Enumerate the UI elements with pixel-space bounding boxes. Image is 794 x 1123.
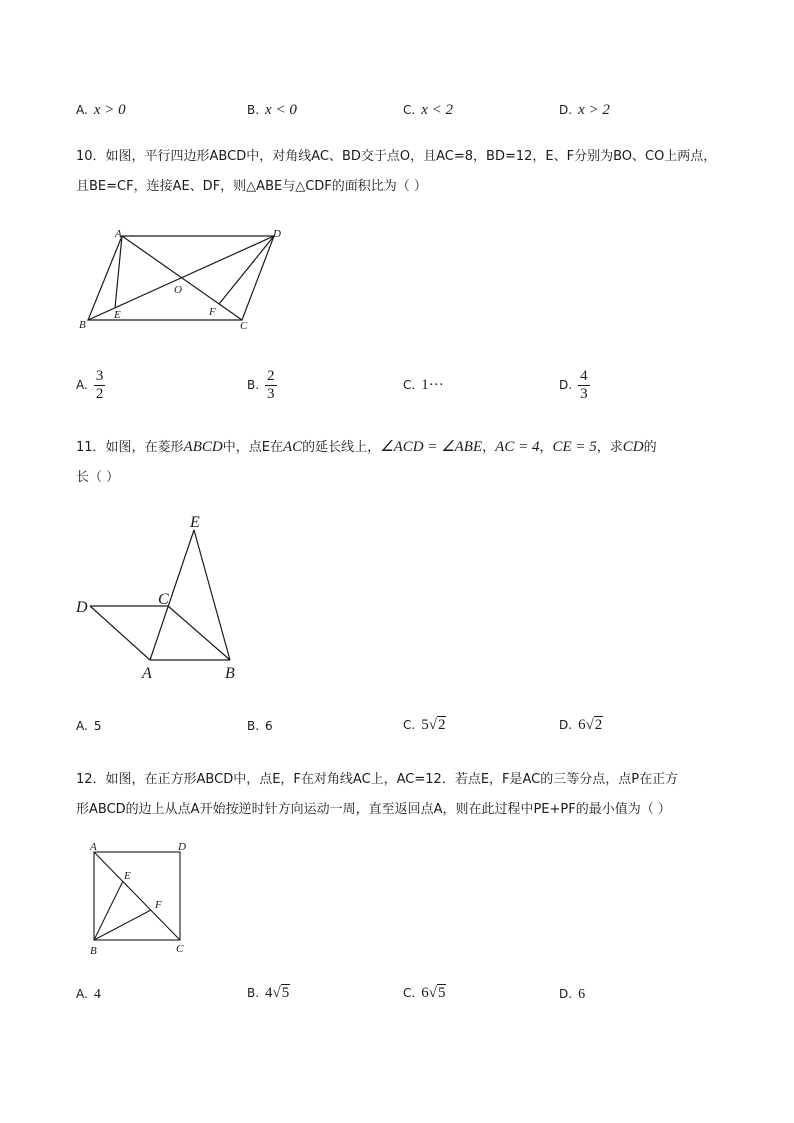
label-d: D (178, 841, 186, 853)
q11-line2: 长（ ） (76, 470, 120, 485)
q12-figure (80, 838, 200, 958)
q12-option-d (559, 987, 585, 1003)
option-key: D. (559, 987, 573, 1001)
diagonal-ac (94, 852, 180, 940)
q11-text: 中，点E在 (222, 440, 283, 455)
q11-math: AC (282, 439, 303, 455)
q11-math: CD (622, 439, 644, 455)
fraction (578, 368, 590, 403)
q11-line1 (76, 432, 726, 463)
radicand: 5 (437, 985, 446, 1001)
segment-df (219, 236, 274, 304)
segment-be (94, 881, 123, 940)
radical-expression: 4√5 (265, 985, 290, 1001)
label-a: A (90, 841, 97, 853)
q12-option-b (247, 985, 290, 1002)
q11-text: ， (539, 440, 553, 455)
option-key: A. (76, 987, 88, 1001)
radical-expression: 6√5 (421, 985, 446, 1001)
option-key: C. (403, 378, 416, 392)
q12-option-a (76, 987, 101, 1003)
q12-line2: 形ABCD的边上从点A开始按逆时针方向运动一周，直至返回点A，则在此过程中PE+PF的最小值为（ ） (76, 802, 671, 817)
option-key: C. (403, 986, 416, 1000)
q11-option-b (247, 719, 273, 734)
option-key: D. (559, 378, 573, 392)
q11-option-c (403, 717, 446, 734)
q10-line2: 且BE=CF，连接AE、DF，则△ABE与△CDF的面积比为（ ） (76, 179, 427, 194)
numerator: 4 (580, 368, 588, 384)
coefficient: 5 (421, 717, 429, 733)
q11-text: 11．如图，在菱形 (76, 440, 184, 455)
fraction (94, 368, 106, 403)
label-o: O (174, 284, 182, 296)
q9-option-d (559, 102, 610, 119)
coefficient: 4 (265, 985, 273, 1001)
radicand: 5 (281, 985, 290, 1001)
segment-ae (150, 530, 194, 660)
label-f: F (155, 899, 162, 911)
q11-text: 的延长线上， (302, 440, 381, 455)
option-key: B. (247, 986, 260, 1000)
fraction (265, 368, 277, 403)
label-a: A (115, 228, 122, 240)
q11-option-a (76, 719, 101, 734)
q11-math: AC = 4 (495, 439, 540, 455)
q11-figure (70, 510, 250, 682)
q10-stem (76, 142, 726, 202)
option-key: B. (247, 719, 260, 733)
q10-line1: 10．如图，平行四边形ABCD中，对角线AC、BD交于点O，且AC=8，BD=12，E、F分别为BO、CO上两点， (76, 149, 717, 164)
q11-math: ABCD (183, 439, 223, 455)
option-value: 5 (93, 719, 102, 733)
option-key: D. (559, 718, 573, 732)
label-a: A (142, 665, 152, 682)
option-key: C. (403, 103, 416, 117)
q11-stem (76, 432, 726, 493)
option-value: 6 (578, 987, 586, 1002)
q11-option-d (559, 717, 603, 734)
q12-stem (76, 765, 726, 825)
option-value: x > 2 (578, 102, 610, 118)
label-f: F (209, 306, 216, 318)
diagonal-bd (88, 236, 274, 320)
segment-eb (194, 530, 230, 660)
q9-option-a (76, 102, 126, 119)
option-key: B. (247, 103, 260, 117)
label-c: C (176, 943, 184, 955)
label-e: E (114, 309, 121, 321)
option-value: 1··· (421, 377, 444, 393)
label-e: E (190, 514, 200, 531)
label-b: B (90, 945, 97, 957)
coefficient: 6 (421, 985, 429, 1001)
option-key: A. (76, 719, 88, 733)
q11-text: ， (482, 440, 496, 455)
q10-option-a (76, 368, 105, 403)
label-c: C (240, 320, 248, 332)
denominator: 3 (267, 386, 275, 402)
segment-cb (168, 606, 230, 660)
numerator: 3 (95, 368, 104, 384)
option-value: x < 2 (421, 102, 453, 118)
option-key: C. (403, 718, 416, 732)
label-c: C (158, 591, 169, 608)
q9-option-c (403, 102, 453, 119)
q10-option-b (247, 368, 277, 403)
segment-da (90, 606, 150, 660)
option-value: x < 0 (265, 102, 297, 118)
q10-figure (72, 222, 294, 334)
numerator: 2 (267, 368, 275, 384)
q9-option-b (247, 102, 297, 119)
radicand: 2 (594, 717, 603, 733)
radical-expression: 6√2 (578, 717, 603, 733)
option-key: A. (76, 103, 88, 117)
segment-bf (94, 910, 151, 940)
label-d: D (76, 599, 88, 616)
q11-text: 的 (643, 440, 657, 455)
label-d: D (273, 228, 281, 240)
denominator: 3 (580, 386, 588, 402)
option-value: x > 0 (93, 102, 126, 118)
option-value: 6 (265, 719, 273, 733)
coefficient: 6 (578, 717, 586, 733)
segment-ae (115, 236, 122, 308)
option-key: A. (76, 378, 88, 392)
denominator: 2 (95, 386, 104, 402)
q12-line1: 12．如图，在正方形ABCD中，点E，F在对角线AC上，AC=12．若点E，F是AC的三等分点，点P在正方 (76, 772, 679, 787)
q11-text: ，求 (596, 440, 623, 455)
label-b: B (225, 665, 235, 682)
q12-option-c (403, 985, 446, 1002)
label-e: E (124, 870, 131, 882)
option-value: 4 (93, 987, 101, 1002)
option-key: D. (559, 103, 573, 117)
label-b: B (79, 319, 86, 331)
radicand: 2 (437, 717, 446, 733)
radical-expression: 5√2 (421, 717, 446, 733)
option-key: B. (247, 378, 260, 392)
q11-math: ∠ACD = ∠ABE (380, 439, 483, 455)
q10-option-c (403, 377, 444, 394)
q11-math: CE = 5 (552, 439, 597, 455)
q10-option-d (559, 368, 590, 403)
